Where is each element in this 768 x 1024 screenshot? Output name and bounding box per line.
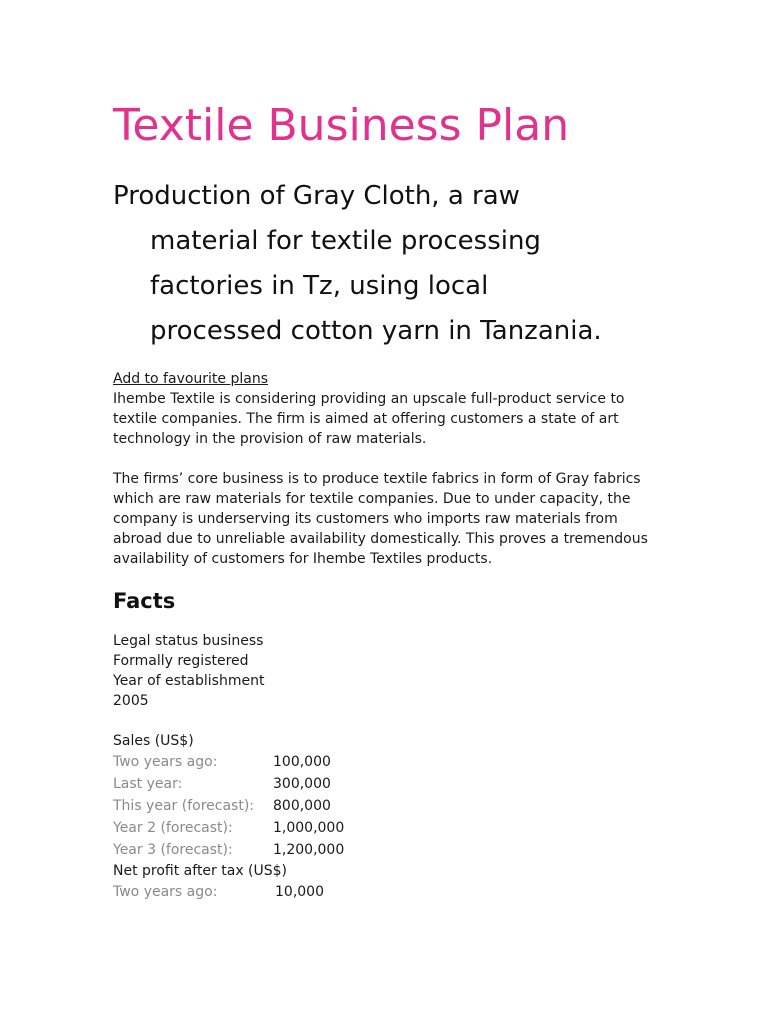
core-line: company is underserving its customers who imports raw materials from (113, 511, 618, 527)
sales-row-value: 100,000 (273, 754, 331, 770)
sales-row (113, 773, 513, 795)
sales-row (113, 795, 513, 817)
sales-row-label: Year 3 (forecast): (113, 842, 233, 858)
subtitle-line: factories in Tz, using local (150, 271, 489, 301)
subtitle-line: material for textile processing (150, 226, 541, 256)
sales-row (113, 751, 513, 773)
intro-paragraph (113, 369, 733, 449)
facts-list (113, 631, 733, 711)
core-line: The firms’ core business is to produce textile fabrics in form of Gray fabrics (113, 471, 641, 487)
intro-line: textile companies. The firm is aimed at offering customers a state of art (113, 411, 619, 427)
sales-row-value: 1,000,000 (273, 820, 345, 836)
facts-heading: Facts (113, 589, 176, 613)
sales-row-value: 1,200,000 (273, 842, 345, 858)
net-profit-row (113, 881, 513, 903)
subtitle-line: processed cotton yarn in Tanzania. (150, 316, 602, 346)
sales-row (113, 817, 513, 839)
net-profit-row-label: Two years ago: (113, 884, 218, 900)
core-business-paragraph (113, 469, 733, 569)
net-profit-heading: Net profit after tax (US$) (113, 863, 288, 879)
fact-line: Legal status business (113, 633, 264, 649)
add-to-favourites-link[interactable]: Add to favourite plans (113, 371, 269, 387)
sales-row-label: Two years ago: (113, 754, 218, 770)
sales-row-label: Last year: (113, 776, 183, 792)
net-profit-row-value: 10,000 (275, 884, 324, 900)
core-line: abroad due to unreliable availability domestically. This proves a tremendous (113, 531, 648, 547)
intro-line: technology in the provision of raw materials. (113, 431, 427, 447)
net-profit-table (113, 861, 513, 903)
fact-line: 2005 (113, 693, 149, 709)
sales-row-value: 800,000 (273, 798, 331, 814)
sales-heading: Sales (US$) (113, 733, 194, 749)
intro-line: Ihembe Textile is considering providing an upscale full-product service to (113, 391, 625, 407)
sales-row-value: 300,000 (273, 776, 331, 792)
sales-row (113, 839, 513, 861)
sales-row-label: This year (forecast): (113, 798, 254, 814)
sales-row-label: Year 2 (forecast): (113, 820, 233, 836)
fact-line: Year of establishment (113, 673, 265, 689)
subtitle-line: Production of Gray Cloth, a raw (113, 181, 520, 211)
core-line: availability of customers for Ihembe Textiles products. (113, 551, 493, 567)
core-line: which are raw materials for textile companies. Due to under capacity, the (113, 491, 631, 507)
sales-table (113, 731, 513, 861)
fact-line: Formally registered (113, 653, 249, 669)
page-title: Textile Business Plan (113, 100, 570, 151)
page-subtitle (113, 174, 713, 354)
